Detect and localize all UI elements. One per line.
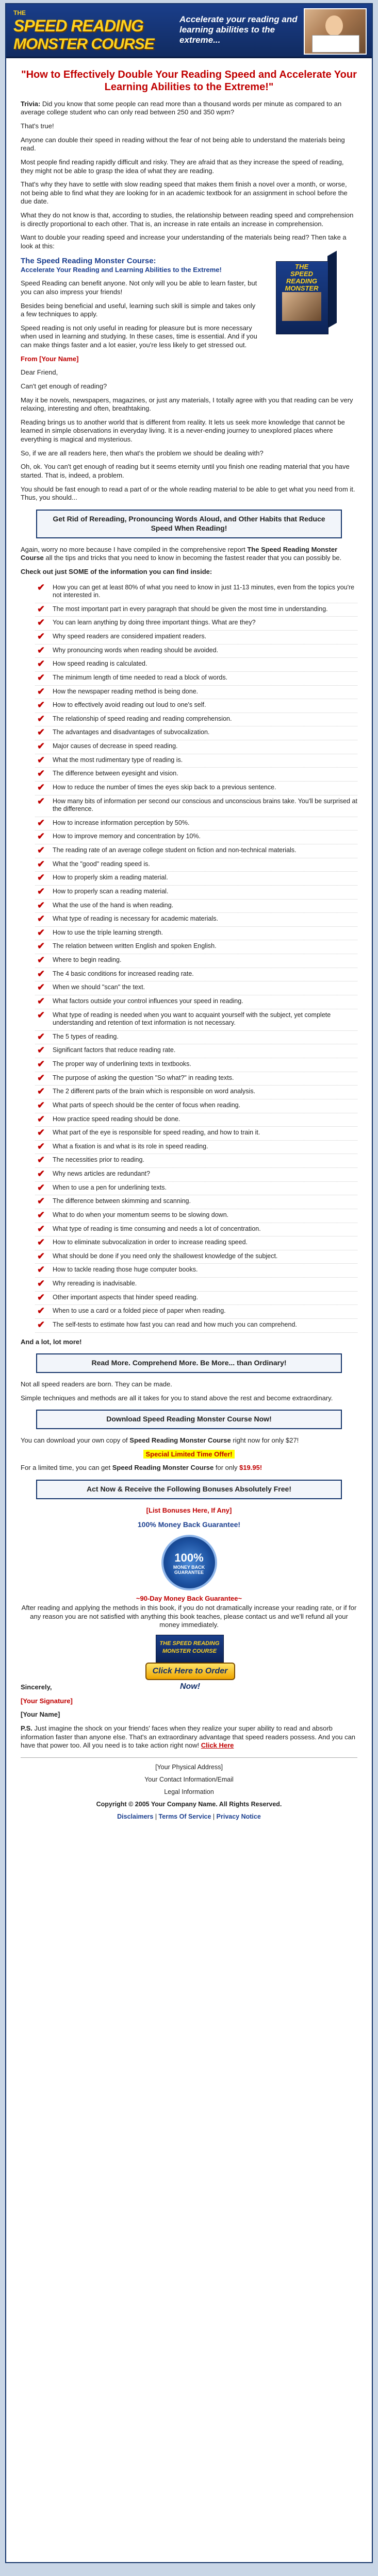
intro-p3: Anyone can double their speed in reading without the fear of not being able to understand the materials being read. (21, 135, 345, 152)
checklist-item-text: The proper way of underlining texts in textbooks. (53, 1060, 191, 1068)
checklist-item-text: The 2 different parts of the brain which is responsible on word analysis. (53, 1088, 256, 1095)
trivia-label: Trivia: (21, 99, 41, 108)
checkmark-icon: ✔ (37, 1237, 45, 1248)
checklist-item-text: The advantages and disadvantages of subvocalization. (53, 728, 210, 736)
checkmark-icon: ✔ (37, 1113, 45, 1124)
limited-price: $19.95! (239, 1464, 262, 1472)
checklist-item-text: The minimum length of time needed to read a block of words. (53, 673, 228, 681)
checkmark-icon: ✔ (37, 672, 45, 683)
checklist-item (35, 1141, 357, 1155)
checkmark-icon: ✔ (37, 582, 45, 592)
checklist-item-text: What should be done if you need only the shallowest knowledge of the subject. (53, 1252, 278, 1260)
main-headline: "How to Effectively Double Your Reading Speed and Accelerate Your Learning Abilities to the Extreme!" (21, 69, 357, 93)
header-banner (6, 4, 372, 58)
checkmark-icon: ✔ (37, 1223, 45, 1234)
checkmark-icon: ✔ (37, 700, 45, 710)
ps-click-here-link[interactable]: Click Here (201, 1741, 234, 1750)
checklist-item (35, 1250, 357, 1264)
intro-p5: That's why they have to settle with slow reading speed that makes them finish a novel over a month, or worse, not being able to find what they are looking for in an academic textbook for an assignment in school before the due date. (21, 180, 348, 206)
checklist-item-text: How to eliminate subvocalization in order to increase reading speed. (53, 1239, 248, 1246)
checkmark-icon: ✔ (37, 1306, 45, 1316)
checklist-item-text: The relation between written English and spoken English. (53, 942, 217, 950)
checkmark-icon: ✔ (37, 872, 45, 883)
checklist-item-text: Why speed readers are considered impatient readers. (53, 633, 207, 640)
after-callout2-p1: Not all speed readers are born. They can be made. (21, 1380, 172, 1388)
checklist-item-text: How you can get at least 80% of what you need to know in just 11-13 minutes, even from the topics you're not interested in. (53, 583, 355, 599)
checkmark-icon: ✔ (37, 645, 45, 655)
checkmark-icon: ✔ (37, 845, 45, 856)
intro-p6: What they do not know is that, according to studies, the relationship between reading speed and comprehension is directly proportional to each other. That is, an increase in rate entails an increase in comprehension. (21, 211, 354, 228)
checklist-item-text: What the use of the hand is when reading. (53, 901, 174, 909)
order-now-label[interactable]: Click Here to Order Now! (145, 1663, 235, 1680)
product-text-column (21, 256, 258, 350)
checkmark-icon: ✔ (37, 941, 45, 952)
checklist-item (35, 1182, 357, 1196)
footer-sep-2: | (211, 1812, 217, 1820)
download-paragraph (21, 1436, 357, 1445)
intro-p4: Most people find reading rapidly difficult and risky. They are afraid that as they increase the speed of reading, they might not be able to grasp the idea of what they are reading. (21, 158, 344, 175)
footer-links (21, 1812, 357, 1821)
checkmark-icon: ✔ (37, 617, 45, 628)
checklist-item (35, 658, 357, 672)
checkmark-icon: ✔ (37, 603, 45, 614)
footer-copyright: Copyright © 2005 Your Company Name. All Rights Reserved. (96, 1800, 282, 1808)
limited-product-name: Speed Reading Monster Course (112, 1464, 214, 1472)
checkmark-icon: ✔ (37, 995, 45, 1006)
footer-link-privacy[interactable]: Privacy Notice (216, 1812, 261, 1820)
checklist-item-text: What type of reading is time consuming and needs a lot of concentration. (53, 1225, 261, 1232)
checkmark-icon: ✔ (37, 1278, 45, 1289)
checkmark-icon: ✔ (37, 1155, 45, 1165)
checkmark-icon: ✔ (37, 1031, 45, 1042)
checkmark-icon: ✔ (37, 741, 45, 752)
header-tagline: Accelerate your reading and learning abilities to the extreme... (179, 14, 298, 45)
checklist-item (35, 1292, 357, 1306)
checklist-item (35, 858, 357, 872)
checkmark-icon: ✔ (37, 1059, 45, 1070)
checkmark-icon: ✔ (37, 886, 45, 896)
checklist-item (35, 699, 357, 713)
checklist-item-text: The self-tests to estimate how fast you can read and how much you can comprehend. (53, 1320, 297, 1328)
checkmark-icon: ✔ (37, 982, 45, 993)
checklist-item (35, 1072, 357, 1086)
checklist-item (35, 713, 357, 727)
checkmark-icon: ✔ (37, 1086, 45, 1097)
and-more: And a lot, lot more! (21, 1337, 82, 1346)
checklist-item-text: Why rereading is inadvisable. (53, 1280, 137, 1287)
footer-contact: Your Contact Information/Email (144, 1775, 234, 1783)
checkmark-icon: ✔ (37, 927, 45, 938)
checklist-item-text: What parts of speech should be the center of focus when reading. (53, 1101, 241, 1109)
letter-p5: Oh, ok. You can't get enough of reading but it seems eternity until you finish one reading material that you have started. That is, indeed, a problem. (21, 463, 350, 479)
product-subtitle: Accelerate Your Reading and Learning Abilities to the Extreme! (21, 265, 222, 274)
ps-text: Just imagine the shock on your friends' faces when they realize your super ability to read and absorb information faster than anyone else. That's an extraordinary advantage that speed readers possess. And you can have that power too. All you need is to take action right now! (21, 1724, 356, 1750)
checklist-item-text: How to properly scan a reading material. (53, 887, 169, 895)
checklist-item (35, 1236, 357, 1250)
checklist-item-text: When to use a card or a folded piece of paper when reading. (53, 1307, 226, 1315)
checklist-item (35, 582, 357, 603)
checklist-item (35, 768, 357, 782)
checklist-item-text: Where to begin reading. (53, 956, 122, 964)
letter-p6: You should be fast enough to read a part of or the whole reading material to be able to get what you need from it. Thus, you should... (21, 485, 355, 502)
footer-address: [Your Physical Address] (155, 1763, 223, 1771)
checklist-intro: Check out just SOME of the information you can find inside: (21, 567, 212, 575)
footer-legal: Legal Information (164, 1788, 214, 1795)
product-section (21, 256, 357, 350)
checklist-item-text: The relationship of speed reading and reading comprehension. (53, 715, 232, 722)
signoff-name: [Your Name] (21, 1710, 60, 1719)
checklist-item-text: The purpose of asking the question "So what?" in reading texts. (53, 1074, 234, 1081)
checklist-item (35, 817, 357, 831)
open-book-shape (312, 35, 359, 53)
checkmark-icon: ✔ (37, 955, 45, 965)
checklist-item-text: What factors outside your control influences your speed in reading. (53, 997, 243, 1005)
box-cover-photo (282, 292, 321, 321)
checkmark-icon: ✔ (37, 1127, 45, 1138)
checklist-item-text: How to tackle reading those huge computer books. (53, 1266, 198, 1274)
checklist-item-text: What the "good" reading speed is. (53, 860, 150, 868)
checklist-item-text: Major causes of decrease in speed reading. (53, 742, 178, 750)
signoff-sincerely: Sincerely, (21, 1683, 52, 1691)
checklist-item (35, 1278, 357, 1292)
checkmark-icon: ✔ (37, 1209, 45, 1220)
checklist-item (35, 1127, 357, 1141)
checklist-item (35, 631, 357, 645)
callout-download: Download Speed Reading Monster Course Now! (36, 1410, 342, 1429)
box-title-line2: SPEED READING (286, 269, 317, 285)
letter-p1: Can't get enough of reading? (21, 382, 107, 390)
ps-label: P.S. (21, 1724, 32, 1732)
checklist-item-text: How to use the triple learning strength. (53, 928, 163, 936)
checkmark-icon: ✔ (37, 782, 45, 792)
checkmark-icon: ✔ (37, 1250, 45, 1261)
checklist-item (35, 844, 357, 858)
checklist-item-text: What part of the eye is responsible for speed reading, and how to train it. (53, 1129, 260, 1137)
checklist-item (35, 872, 357, 886)
sales-page (5, 3, 373, 2563)
guarantee-seal-icon (161, 1535, 217, 1590)
checklist-item (35, 1058, 357, 1072)
intro-p2: That's true! (21, 122, 54, 130)
box-title-line3: MONSTER (285, 284, 319, 292)
checklist-item (35, 1319, 357, 1333)
letter-p2: May it be novels, newspapers, magazines, or just any materials, I totally agree with you that reading can be very relaxing, interesting and often, breathtaking. (21, 396, 353, 413)
checkmark-icon: ✔ (37, 1072, 45, 1083)
checkmark-icon: ✔ (37, 913, 45, 924)
logo-line2: SPEED READING (13, 16, 143, 35)
checklist-item-text: The difference between eyesight and vision. (53, 770, 178, 777)
checklist-item-text: How to improve memory and concentration by 10%. (53, 833, 201, 840)
checklist-item (35, 1209, 357, 1223)
checkmark-icon: ✔ (37, 1182, 45, 1193)
checklist-item-text: When we should "scan" the text. (53, 984, 145, 991)
checkmark-icon: ✔ (37, 1045, 45, 1056)
checklist-item (35, 1264, 357, 1278)
letter-p3: Reading brings us to another world that is different from reality. It lets us seek more knowledge that cannot be learned in simple observations in everyday living. It is a never-ending journey to unexplored places where everything is magical and mysterious. (21, 418, 345, 444)
feature-checklist (21, 582, 357, 1333)
order-thumb-line2: MONSTER COURSE (162, 1648, 217, 1655)
checklist-item (35, 831, 357, 844)
box-title-line1: THE (295, 262, 308, 270)
download-product-name: Speed Reading Monster Course (129, 1436, 231, 1445)
checklist-item (35, 1044, 357, 1058)
checklist-item (35, 1113, 357, 1127)
checklist-item-text: What the most rudimentary type of reading is. (53, 756, 183, 764)
checkmark-icon: ✔ (37, 631, 45, 642)
order-product-thumbnail (156, 1635, 224, 1663)
ps-paragraph (21, 1724, 357, 1750)
checklist-item-text: The difference between skimming and scanning. (53, 1197, 191, 1205)
checklist-item (35, 1086, 357, 1099)
checklist-item-text: The 4 basic conditions for increased reading rate. (53, 970, 194, 977)
checklist-item-text: The most important part in every paragraph that should be given the most time in understanding. (53, 605, 328, 613)
checkmark-icon: ✔ (37, 686, 45, 697)
report-paragraph (21, 546, 357, 563)
checklist-item (35, 1009, 357, 1031)
footer-link-disclaimers[interactable]: Disclaimers (117, 1812, 154, 1820)
letter-p4: So, if we are all readers here, then what's the problem we should be dealing with? (21, 449, 264, 457)
product-title: The Speed Reading Monster Course: (21, 256, 156, 265)
limited-text-c: for only (213, 1464, 240, 1472)
checkmark-icon: ✔ (37, 768, 45, 779)
checkmark-icon: ✔ (37, 817, 45, 828)
header-reader-photo (304, 8, 367, 55)
logo (13, 9, 168, 54)
checklist-item-text: How many bits of information per second our conscious and unconscious brains take. You'll be surprised at the difference. (53, 797, 357, 813)
callout-habits: Get Rid of Rereading, Pronouncing Words Aloud, and Other Habits that Reduce Speed When Reading! (36, 510, 342, 538)
reader-face-shape (325, 15, 343, 36)
report-product-name: The Speed Reading Monster Course (21, 545, 338, 562)
download-text-a: You can download your own copy of (21, 1436, 130, 1445)
checklist-item (35, 645, 357, 658)
checkmark-icon: ✔ (37, 831, 45, 842)
order-now-button[interactable] (140, 1635, 238, 1691)
callout-read-more: Read More. Comprehend More. Be More... than Ordinary! (36, 1353, 342, 1373)
checkmark-icon: ✔ (37, 795, 45, 806)
checklist-item (35, 1031, 357, 1045)
checklist-item-text: How the newspaper reading method is being done. (53, 687, 199, 695)
checklist-item-text: How to effectively avoid reading out loud to one's self. (53, 701, 206, 709)
checklist-item (35, 782, 357, 795)
checklist-item (35, 1099, 357, 1113)
checklist-item-text: How to properly skim a reading material. (53, 874, 168, 882)
checklist-item (35, 754, 357, 768)
checklist-item (35, 981, 357, 995)
checklist-item-text: The necessities prior to reading. (53, 1156, 144, 1164)
box-side (327, 250, 337, 328)
guarantee-title: ~90-Day Money Back Guarantee~ (136, 1594, 242, 1602)
checkmark-icon: ✔ (37, 1264, 45, 1275)
logo-line3: MONSTER COURSE (13, 36, 154, 53)
checklist-item (35, 795, 357, 817)
trivia-paragraph (21, 100, 357, 117)
checkmark-icon: ✔ (37, 1196, 45, 1207)
checklist-item-text: The 5 types of reading. (53, 1032, 119, 1040)
checklist-item (35, 968, 357, 982)
checkmark-icon: ✔ (37, 968, 45, 979)
checklist-item-text: When to use a pen for underlining texts. (53, 1183, 167, 1191)
checklist-item (35, 913, 357, 927)
money-back-heading: 100% Money Back Guarantee! (137, 1520, 241, 1529)
footer-divider (21, 1757, 357, 1758)
checklist-item (35, 995, 357, 1009)
checklist-item-text: How to increase information perception by 50%. (53, 819, 190, 826)
footer-link-terms[interactable]: Terms Of Service (158, 1812, 211, 1820)
checklist-item (35, 1154, 357, 1168)
checklist-item-text: You can learn anything by doing three important things. What are they? (53, 619, 256, 626)
checkmark-icon: ✔ (37, 1009, 45, 1020)
limited-text-a: For a limited time, you can get (21, 1464, 112, 1472)
checklist-item-text: Why pronouncing words when reading should be avoided. (53, 646, 219, 654)
checklist-item (35, 900, 357, 913)
checklist-item-text: What to do when your momentum seems to be slowing down. (53, 1211, 229, 1218)
checklist-item (35, 886, 357, 900)
checklist-item (35, 672, 357, 686)
main-content (6, 69, 372, 1821)
checklist-item-text: How to reduce the number of times the eyes skip back to a previous sentence. (53, 783, 276, 791)
checklist-item-text: What a fixation is and what is its role in speed reading. (53, 1142, 208, 1150)
intro-p7: Want to double your reading speed and increase your understanding of the materials being read? Then take a look at this: (21, 233, 347, 250)
product-p1: Speed Reading can benefit anyone. Not only will you be able to learn faster, but you can also impress your friends! (21, 279, 257, 296)
footer (21, 1763, 357, 1821)
trivia-text: Did you know that some people can read more than a thousand words per minute as compared to an average college student who can only read between 250 and 350 wpm? (21, 99, 342, 116)
checkmark-icon: ✔ (37, 858, 45, 869)
guarantee-text: After reading and applying the methods in this book, if you do not dramatically increase your reading rate, or if for any reason you are not satisfied with anything this book teaches, please contact us and we'll refund all your money immediately. (21, 1604, 357, 1629)
signoff-signature: [Your Signature] (21, 1697, 73, 1705)
seal-small-text: MONEY BACK GUARANTEE (173, 1564, 205, 1575)
seal-big-text: 100% (174, 1551, 204, 1564)
checkmark-icon: ✔ (37, 1099, 45, 1110)
checklist-item-text: How speed reading is calculated. (53, 660, 147, 668)
checklist-item (35, 603, 357, 617)
checkmark-icon: ✔ (37, 900, 45, 910)
checkmark-icon: ✔ (37, 727, 45, 738)
checklist-item-text: What type of reading is needed when you want to acquaint yourself with the subject, yet complete understanding and retention of text information is not necessary. (53, 1011, 331, 1027)
checkmark-icon: ✔ (37, 1168, 45, 1179)
checkmark-icon: ✔ (37, 754, 45, 765)
callout-bonuses: Act Now & Receive the Following Bonuses Absolutely Free! (36, 1480, 342, 1499)
report-text-a: Again, worry no more because I have compiled in the comprehensive report (21, 545, 248, 553)
after-callout2-p2: Simple techniques and methods are all it takes for you to stand above the rest and become extraordinary. (21, 1394, 333, 1402)
checklist-item (35, 686, 357, 700)
checklist-item (35, 954, 357, 968)
report-text-c: all the tips and tricks that you need to know in becoming the fastest reader that you can possibly be. (43, 554, 342, 562)
special-offer-badge: Special Limited Time Offer! (143, 1450, 234, 1459)
checklist-item (35, 617, 357, 631)
product-p2: Besides being beneficial and useful, learning such skill is simple and takes only a few techniques to apply. (21, 301, 256, 318)
checklist-item-text: Significant factors that reduce reading rate. (53, 1046, 176, 1054)
checklist-item (35, 927, 357, 941)
order-thumb-line1: THE SPEED READING (159, 1640, 220, 1647)
product-box-image (276, 256, 337, 333)
checklist-item (35, 1195, 357, 1209)
checklist-item (35, 740, 357, 754)
product-p3: Speed reading is not only useful in reading for pleasure but is more necessary when used in learning and studying. In these cases, time is essential. And if you can make things faster and a lot easier, you're less likely to get stressed out. (21, 324, 257, 349)
checklist-item (35, 1305, 357, 1319)
checklist-item (35, 1168, 357, 1182)
limited-paragraph (21, 1464, 357, 1472)
checkmark-icon: ✔ (37, 713, 45, 724)
bonus-placeholder: [List Bonuses Here, If Any] (146, 1506, 232, 1514)
checklist-item-text: The reading rate of an average college student on fiction and non-technical materials. (53, 846, 297, 854)
checklist-item-text: Other important aspects that hinder speed reading. (53, 1293, 199, 1301)
checkmark-icon: ✔ (37, 1292, 45, 1302)
checkmark-icon: ✔ (37, 1141, 45, 1151)
checklist-item-text: Why news articles are redundant? (53, 1170, 150, 1178)
checklist-item (35, 940, 357, 954)
footer-sep-1: | (153, 1812, 159, 1820)
checkmark-icon: ✔ (37, 658, 45, 669)
letter-greeting: Dear Friend, (21, 368, 58, 377)
letter-from: From [Your Name] (21, 354, 79, 363)
download-text-c: right now for only $27! (231, 1436, 299, 1445)
logo-line1: THE (13, 9, 26, 16)
checklist-item (35, 1223, 357, 1237)
checkmark-icon: ✔ (37, 1319, 45, 1330)
checklist-item (35, 726, 357, 740)
checklist-item-text: What type of reading is necessary for academic materials. (53, 915, 218, 923)
special-offer-line (21, 1450, 357, 1459)
checklist-item-text: How practice speed reading should be done. (53, 1115, 180, 1123)
